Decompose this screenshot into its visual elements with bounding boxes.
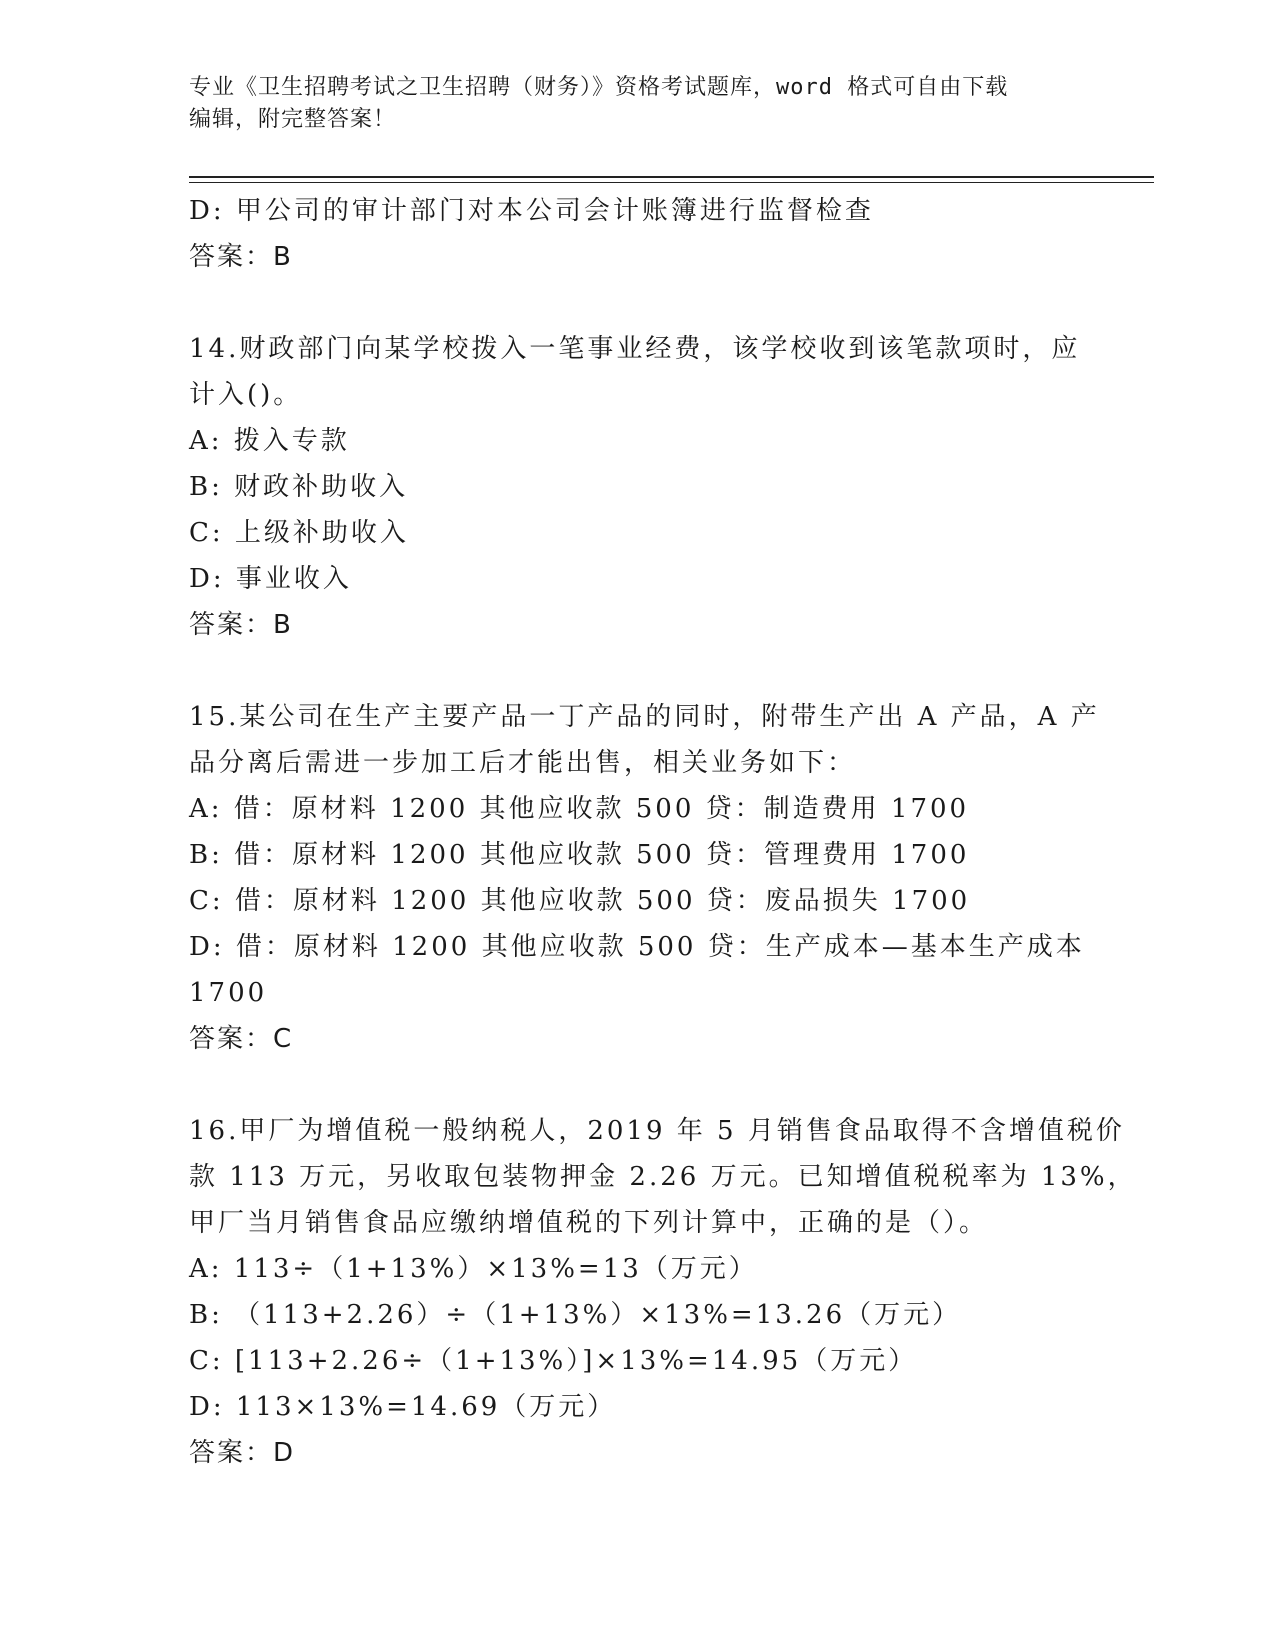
stem-line: 品分离后需进一步加工后才能出售，相关业务如下： (189, 748, 857, 778)
option-line: C: 上级补助收入 (189, 518, 409, 548)
header-divider-thin (189, 182, 1154, 183)
stem-line: 款 113 万元，另收取包装物押金 2.26 万元。已知增值税税率为 13%， (189, 1162, 1137, 1192)
answer-line: 答案：B (189, 242, 293, 272)
option-line: C: 借：原材料 1200 其他应收款 500 贷：废品损失 1700 (189, 886, 971, 916)
option-line: A: 借：原材料 1200 其他应收款 500 贷：制造费用 1700 (189, 794, 970, 824)
header-divider-thick (189, 176, 1154, 178)
answer-line: 答案：C (189, 1024, 294, 1054)
option-line: D: 甲公司的审计部门对本公司会计账簿进行监督检查 (189, 196, 874, 226)
document-header (189, 72, 1089, 136)
header-line-2: 编辑，附完整答案！ (189, 107, 397, 132)
option-line: A: 拨入专款 (189, 426, 350, 456)
answer-line: 答案：D (189, 1438, 296, 1468)
question-15 (189, 694, 1100, 1062)
option-line: D: 事业收入 (189, 564, 352, 594)
stem-line: 16.甲厂为增值税一般纳税人，2019 年 5 月销售食品取得不含增值税价 (189, 1116, 1125, 1146)
answer-line: 答案：B (189, 610, 293, 640)
option-line: A: 113÷（1+13%）×13%=13（万元） (189, 1254, 758, 1284)
option-line: B: （113+2.26）÷（1+13%）×13%=13.26（万元） (189, 1300, 962, 1330)
question-16 (189, 1108, 1137, 1476)
stem-line: 甲厂当月销售食品应缴纳增值税的下列计算中，正确的是（）。 (189, 1208, 989, 1238)
option-line: D: 113×13%=14.69（万元） (189, 1392, 617, 1422)
stem-line: 14.财政部门向某学校拨入一笔事业经费，该学校收到该笔款项时，应 (189, 334, 1081, 364)
stem-line: 15.某公司在生产主要产品一丁产品的同时，附带生产出 A 产品，A 产 (189, 702, 1100, 732)
question-14 (189, 326, 1089, 648)
option-line: 1700 (189, 978, 268, 1008)
option-line: B: 借：原材料 1200 其他应收款 500 贷：管理费用 1700 (189, 840, 970, 870)
option-line: D: 借：原材料 1200 其他应收款 500 贷：生产成本—基本生产成本 (189, 932, 1085, 962)
option-line: C: [113+2.26÷（1+13%）]×13%=14.95（万元） (189, 1346, 918, 1376)
header-line-1: 专业《卫生招聘考试之卫生招聘（财务）》资格考试题库，word 格式可自由下载 (189, 75, 1009, 100)
question-content (189, 188, 1137, 1476)
question-13-tail (189, 188, 1089, 280)
option-line: B: 财政补助收入 (189, 472, 409, 502)
stem-line: 计入()。 (189, 380, 303, 410)
